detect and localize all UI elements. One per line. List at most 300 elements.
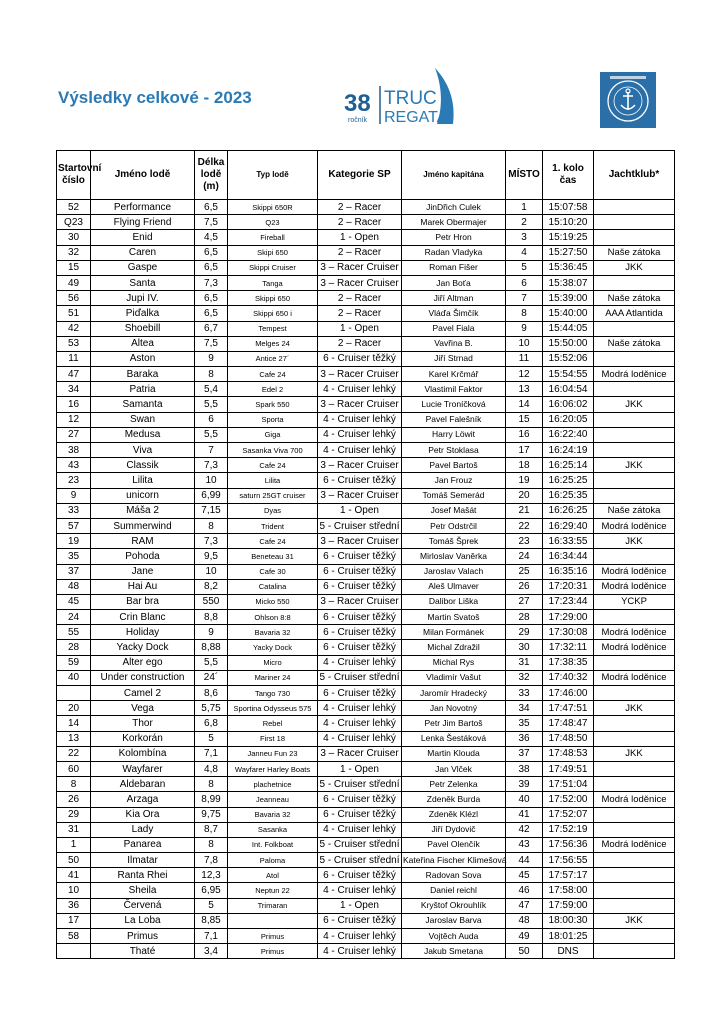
cell-captain: Jiří Strnad — [402, 351, 506, 366]
cell-category: 6 - Cruiser těžký — [318, 564, 402, 579]
cell-captain: Josef Mašát — [402, 503, 506, 518]
cell-name: Thaté — [91, 944, 195, 959]
header-captain: Jméno kapitána — [402, 151, 506, 200]
cell-time: 17:58:00 — [543, 883, 594, 898]
cell-time: 17:51:04 — [543, 777, 594, 792]
table-row — [57, 351, 675, 366]
cell-club — [594, 473, 675, 488]
cell-place: 32 — [506, 670, 543, 685]
cell-length: 8,99 — [195, 792, 228, 807]
cell-start: 13 — [57, 731, 91, 746]
cell-category: 6 - Cruiser těžký — [318, 640, 402, 655]
cell-name: Ilmatar — [91, 853, 195, 868]
cell-name: Enid — [91, 230, 195, 245]
cell-place: 46 — [506, 883, 543, 898]
cell-time: 16:34:44 — [543, 549, 594, 564]
cell-place: 27 — [506, 594, 543, 609]
cell-place: 26 — [506, 579, 543, 594]
cell-start: 15 — [57, 260, 91, 275]
table-row — [57, 655, 675, 670]
cell-captain: Marek Obermajer — [402, 215, 506, 230]
cell-type: Sportina Odysseus 575 — [228, 701, 318, 716]
cell-type: Trident — [228, 518, 318, 533]
cell-club: Modrá loděnice — [594, 564, 675, 579]
cell-captain: Vojtěch Auda — [402, 929, 506, 944]
cell-category: 4 - Cruiser lehký — [318, 443, 402, 458]
cell-place: 19 — [506, 473, 543, 488]
cell-place: 22 — [506, 518, 543, 533]
cell-time: 15:40:00 — [543, 306, 594, 321]
cell-time: 16:20:05 — [543, 412, 594, 427]
cell-start: 27 — [57, 427, 91, 442]
cell-club — [594, 883, 675, 898]
cell-name: La Loba — [91, 913, 195, 928]
cell-type: Skippi Cruiser — [228, 260, 318, 275]
cell-length: 9 — [195, 351, 228, 366]
cell-time: 17:20:31 — [543, 579, 594, 594]
table-row — [57, 883, 675, 898]
cell-start: 8 — [57, 777, 91, 792]
table-row — [57, 275, 675, 290]
cell-club — [594, 853, 675, 868]
cell-place: 25 — [506, 564, 543, 579]
cell-type: Cafe 30 — [228, 564, 318, 579]
cell-length: 6,5 — [195, 200, 228, 215]
cell-place: 21 — [506, 503, 543, 518]
cell-length: 7,5 — [195, 215, 228, 230]
cell-type: Sporta — [228, 412, 318, 427]
cell-time: 17:52:07 — [543, 807, 594, 822]
cell-club — [594, 443, 675, 458]
cell-start: 28 — [57, 640, 91, 655]
cell-start: 49 — [57, 275, 91, 290]
cell-length: 6,5 — [195, 245, 228, 260]
cell-name: Summerwind — [91, 518, 195, 533]
table-row — [57, 610, 675, 625]
cell-place: 23 — [506, 534, 543, 549]
cell-name: Santa — [91, 275, 195, 290]
cell-category: 3 – Racer Cruiser — [318, 397, 402, 412]
cell-category: 5 - Cruiser střední — [318, 670, 402, 685]
cell-type: Bavaria 32 — [228, 807, 318, 822]
cell-length: 8 — [195, 777, 228, 792]
table-row — [57, 245, 675, 260]
table-row — [57, 731, 675, 746]
cell-length: 7,15 — [195, 503, 228, 518]
cell-name: Aldebaran — [91, 777, 195, 792]
cell-name: Vega — [91, 701, 195, 716]
table-row — [57, 518, 675, 533]
cell-start: 14 — [57, 716, 91, 731]
cell-name: Classik — [91, 458, 195, 473]
cell-length: 5,5 — [195, 397, 228, 412]
cell-captain: Jaromír Hradecký — [402, 686, 506, 701]
cell-time: 16:35:16 — [543, 564, 594, 579]
cell-time: 15:52:06 — [543, 351, 594, 366]
cell-type: Primus — [228, 944, 318, 959]
cell-category: 3 – Racer Cruiser — [318, 260, 402, 275]
cell-length: 6,95 — [195, 883, 228, 898]
table-row — [57, 929, 675, 944]
table-row — [57, 640, 675, 655]
cell-category: 5 - Cruiser střední — [318, 853, 402, 868]
cell-time: 15:10:20 — [543, 215, 594, 230]
cell-length: 8 — [195, 367, 228, 382]
cell-place: 39 — [506, 777, 543, 792]
cell-club — [594, 761, 675, 776]
cell-type: Bavaria 32 — [228, 625, 318, 640]
cell-type: Neptun 22 — [228, 883, 318, 898]
header-time: 1. kolo čas — [543, 151, 594, 200]
cell-category: 1 - Open — [318, 898, 402, 913]
cell-name: Thor — [91, 716, 195, 731]
cell-type: Melges 24 — [228, 336, 318, 351]
cell-length: 8,2 — [195, 579, 228, 594]
cell-length: 7,3 — [195, 534, 228, 549]
cell-length: 8 — [195, 518, 228, 533]
cell-name: Wayfarer — [91, 761, 195, 776]
table-row — [57, 458, 675, 473]
cell-length: 7,8 — [195, 853, 228, 868]
cell-start: 29 — [57, 807, 91, 822]
table-row — [57, 260, 675, 275]
cell-start: 37 — [57, 564, 91, 579]
cell-category: 6 - Cruiser těžký — [318, 792, 402, 807]
cell-club: Modrá loděnice — [594, 518, 675, 533]
results-body — [57, 200, 675, 959]
cell-captain: Jan Novotný — [402, 701, 506, 716]
cell-place: 3 — [506, 230, 543, 245]
cell-club — [594, 686, 675, 701]
cell-name: Camel 2 — [91, 686, 195, 701]
cell-start: 9 — [57, 488, 91, 503]
cell-category: 2 – Racer — [318, 306, 402, 321]
cell-length: 8,7 — [195, 822, 228, 837]
cell-place: 44 — [506, 853, 543, 868]
club-seal-logo — [600, 72, 656, 128]
cell-name: Crin Blanc — [91, 610, 195, 625]
cell-club: Modrá loděnice — [594, 367, 675, 382]
cell-time: 15:54:55 — [543, 367, 594, 382]
cell-type: Janneu Fun 23 — [228, 746, 318, 761]
table-row — [57, 200, 675, 215]
cell-category: 2 – Racer — [318, 336, 402, 351]
cell-club: Naše zátoka — [594, 503, 675, 518]
cell-type: Giga — [228, 427, 318, 442]
cell-club: JKK — [594, 746, 675, 761]
cell-club — [594, 731, 675, 746]
cell-club: Modrá loděnice — [594, 837, 675, 852]
cell-category: 2 – Racer — [318, 215, 402, 230]
cell-captain: Jiří Altman — [402, 291, 506, 306]
cell-place: 17 — [506, 443, 543, 458]
cell-time: 17:30:08 — [543, 625, 594, 640]
cell-place: 45 — [506, 868, 543, 883]
cell-type: Edel 2 — [228, 382, 318, 397]
cell-length: 5 — [195, 731, 228, 746]
cell-club: YCKP — [594, 594, 675, 609]
cell-start: 35 — [57, 549, 91, 564]
table-row — [57, 701, 675, 716]
cell-type: Tempest — [228, 321, 318, 336]
cell-start — [57, 944, 91, 959]
cell-type: Int. Folkboat — [228, 837, 318, 852]
cell-category: 3 – Racer Cruiser — [318, 458, 402, 473]
table-row — [57, 564, 675, 579]
cell-time: 16:04:54 — [543, 382, 594, 397]
cell-length: 6,5 — [195, 291, 228, 306]
cell-start: 45 — [57, 594, 91, 609]
cell-time: 17:46:00 — [543, 686, 594, 701]
cell-length: 5,5 — [195, 655, 228, 670]
cell-captain: Lucie Troníčková — [402, 397, 506, 412]
cell-time: 17:32:11 — [543, 640, 594, 655]
cell-club — [594, 655, 675, 670]
cell-category: 3 – Racer Cruiser — [318, 367, 402, 382]
cell-captain: Martin Svatoš — [402, 610, 506, 625]
cell-start: 47 — [57, 367, 91, 382]
table-row — [57, 868, 675, 883]
cell-type: Sasanka Viva 700 — [228, 443, 318, 458]
cell-place: 20 — [506, 488, 543, 503]
cell-time: 18:00:30 — [543, 913, 594, 928]
cell-club — [594, 200, 675, 215]
table-row — [57, 534, 675, 549]
truc-regata-logo — [340, 66, 468, 128]
cell-time: 17:38:35 — [543, 655, 594, 670]
cell-captain: Mirloslav Vaněrka — [402, 549, 506, 564]
table-row — [57, 443, 675, 458]
cell-place: 43 — [506, 837, 543, 852]
cell-length: 5 — [195, 898, 228, 913]
cell-length: 5,4 — [195, 382, 228, 397]
table-row — [57, 913, 675, 928]
cell-club: Modrá loděnice — [594, 579, 675, 594]
cell-category: 1 - Open — [318, 761, 402, 776]
cell-length: 8,88 — [195, 640, 228, 655]
cell-place: 1 — [506, 200, 543, 215]
cell-length: 7,1 — [195, 929, 228, 944]
cell-club: JKK — [594, 397, 675, 412]
cell-name: Arzaga — [91, 792, 195, 807]
cell-start: 38 — [57, 443, 91, 458]
cell-name: Gaspe — [91, 260, 195, 275]
cell-type: Tanga — [228, 275, 318, 290]
cell-category: 4 - Cruiser lehký — [318, 427, 402, 442]
cell-place: 42 — [506, 822, 543, 837]
table-row — [57, 807, 675, 822]
cell-start: 51 — [57, 306, 91, 321]
table-row — [57, 488, 675, 503]
table-row — [57, 321, 675, 336]
cell-place: 47 — [506, 898, 543, 913]
table-row — [57, 382, 675, 397]
table-row — [57, 625, 675, 640]
cell-name: Aston — [91, 351, 195, 366]
cell-type: Micko 550 — [228, 594, 318, 609]
cell-length: 6 — [195, 412, 228, 427]
cell-captain: Petr Zelenka — [402, 777, 506, 792]
cell-name: Shoebill — [91, 321, 195, 336]
cell-start: 34 — [57, 382, 91, 397]
cell-start: 12 — [57, 412, 91, 427]
cell-type: Cafe 24 — [228, 534, 318, 549]
header-place: MÍSTO — [506, 151, 543, 200]
cell-name: Piďalka — [91, 306, 195, 321]
cell-category: 4 - Cruiser lehký — [318, 929, 402, 944]
cell-captain: Martin Klouda — [402, 746, 506, 761]
cell-name: Hai Au — [91, 579, 195, 594]
table-row — [57, 822, 675, 837]
cell-type: Skippi 650R — [228, 200, 318, 215]
cell-time: 15:27:50 — [543, 245, 594, 260]
cell-club — [594, 321, 675, 336]
table-row — [57, 944, 675, 959]
cell-length: 24´ — [195, 670, 228, 685]
cell-category: 2 – Racer — [318, 291, 402, 306]
cell-time: 17:48:53 — [543, 746, 594, 761]
cell-start: 58 — [57, 929, 91, 944]
cell-club: Modrá loděnice — [594, 640, 675, 655]
cell-place: 50 — [506, 944, 543, 959]
cell-captain: Petr Jim Bartoš — [402, 716, 506, 731]
cell-name: Samanta — [91, 397, 195, 412]
cell-place: 9 — [506, 321, 543, 336]
cell-category: 1 - Open — [318, 230, 402, 245]
cell-type: Sasanka — [228, 822, 318, 837]
cell-captain: Jakub Smetana — [402, 944, 506, 959]
cell-place: 33 — [506, 686, 543, 701]
cell-start: 52 — [57, 200, 91, 215]
cell-place: 5 — [506, 260, 543, 275]
cell-category: 1 - Open — [318, 503, 402, 518]
cell-length: 7,1 — [195, 746, 228, 761]
table-row — [57, 230, 675, 245]
cell-time: 16:25:14 — [543, 458, 594, 473]
cell-time: 16:26:25 — [543, 503, 594, 518]
cell-start: 55 — [57, 625, 91, 640]
cell-name: Flying Friend — [91, 215, 195, 230]
cell-captain: Radan Vladyka — [402, 245, 506, 260]
cell-name: Jane — [91, 564, 195, 579]
cell-start: Q23 — [57, 215, 91, 230]
cell-club — [594, 822, 675, 837]
cell-start: 32 — [57, 245, 91, 260]
cell-length: 6,5 — [195, 260, 228, 275]
cell-time: 15:50:00 — [543, 336, 594, 351]
cell-name: RAM — [91, 534, 195, 549]
cell-name: Under construction — [91, 670, 195, 685]
cell-club — [594, 898, 675, 913]
cell-category: 6 - Cruiser těžký — [318, 686, 402, 701]
cell-start: 43 — [57, 458, 91, 473]
cell-club — [594, 412, 675, 427]
cell-place: 49 — [506, 929, 543, 944]
cell-length: 7,3 — [195, 458, 228, 473]
cell-captain: Kryštof Okrouhlík — [402, 898, 506, 913]
cell-club — [594, 215, 675, 230]
cell-captain: Aleš Ulmaver — [402, 579, 506, 594]
cell-category: 3 – Racer Cruiser — [318, 488, 402, 503]
cell-name: Swan — [91, 412, 195, 427]
cell-category: 2 – Racer — [318, 200, 402, 215]
cell-length: 9,5 — [195, 549, 228, 564]
page-title: Výsledky celkové - 2023 — [58, 88, 252, 107]
cell-name: Korkorán — [91, 731, 195, 746]
cell-type: Micro — [228, 655, 318, 670]
cell-start: 20 — [57, 701, 91, 716]
table-row — [57, 412, 675, 427]
cell-name: Primus — [91, 929, 195, 944]
cell-type: Trimaran — [228, 898, 318, 913]
cell-name: Červená — [91, 898, 195, 913]
cell-place: 24 — [506, 549, 543, 564]
cell-time: 16:25:25 — [543, 473, 594, 488]
cell-length: 12,3 — [195, 868, 228, 883]
cell-place: 30 — [506, 640, 543, 655]
table-row — [57, 397, 675, 412]
cell-category: 4 - Cruiser lehký — [318, 944, 402, 959]
cell-place: 37 — [506, 746, 543, 761]
cell-place: 8 — [506, 306, 543, 321]
table-row — [57, 777, 675, 792]
cell-club: Naše zátoka — [594, 245, 675, 260]
table-row — [57, 792, 675, 807]
cell-type: Q23 — [228, 215, 318, 230]
cell-category: 2 – Racer — [318, 245, 402, 260]
cell-time: 17:52:00 — [543, 792, 594, 807]
cell-category: 6 - Cruiser těžký — [318, 549, 402, 564]
cell-place: 40 — [506, 792, 543, 807]
cell-length: 9 — [195, 625, 228, 640]
cell-captain: Pavel Bartoš — [402, 458, 506, 473]
cell-type: Yacky Dock — [228, 640, 318, 655]
cell-captain: Michal Zdražil — [402, 640, 506, 655]
cell-category: 4 - Cruiser lehký — [318, 883, 402, 898]
cell-time: 15:39:00 — [543, 291, 594, 306]
table-row — [57, 837, 675, 852]
cell-club — [594, 382, 675, 397]
cell-captain: Vavřina B. — [402, 336, 506, 351]
cell-captain: Petr Hron — [402, 230, 506, 245]
cell-time: 17:59:00 — [543, 898, 594, 913]
cell-captain: Jiří Dydovič — [402, 822, 506, 837]
table-row — [57, 473, 675, 488]
cell-type: plachetnice — [228, 777, 318, 792]
cell-start: 1 — [57, 837, 91, 852]
cell-captain: Jan Vlček — [402, 761, 506, 776]
cell-time: 17:57:17 — [543, 868, 594, 883]
cell-name: Performance — [91, 200, 195, 215]
cell-club — [594, 807, 675, 822]
cell-captain: JinDřich Culek — [402, 200, 506, 215]
cell-start: 26 — [57, 792, 91, 807]
cell-place: 4 — [506, 245, 543, 260]
cell-length: 8,8 — [195, 610, 228, 625]
logo-word-regata: REGATA — [384, 109, 448, 126]
cell-place: 10 — [506, 336, 543, 351]
cell-name: Lady — [91, 822, 195, 837]
cell-length: 550 — [195, 594, 228, 609]
cell-type: Wayfarer Harley Boats — [228, 761, 318, 776]
cell-length: 9,75 — [195, 807, 228, 822]
cell-start: 16 — [57, 397, 91, 412]
cell-start: 41 — [57, 868, 91, 883]
cell-name: Altea — [91, 336, 195, 351]
cell-type: Jeanneau — [228, 792, 318, 807]
cell-start: 40 — [57, 670, 91, 685]
cell-category: 4 - Cruiser lehký — [318, 822, 402, 837]
